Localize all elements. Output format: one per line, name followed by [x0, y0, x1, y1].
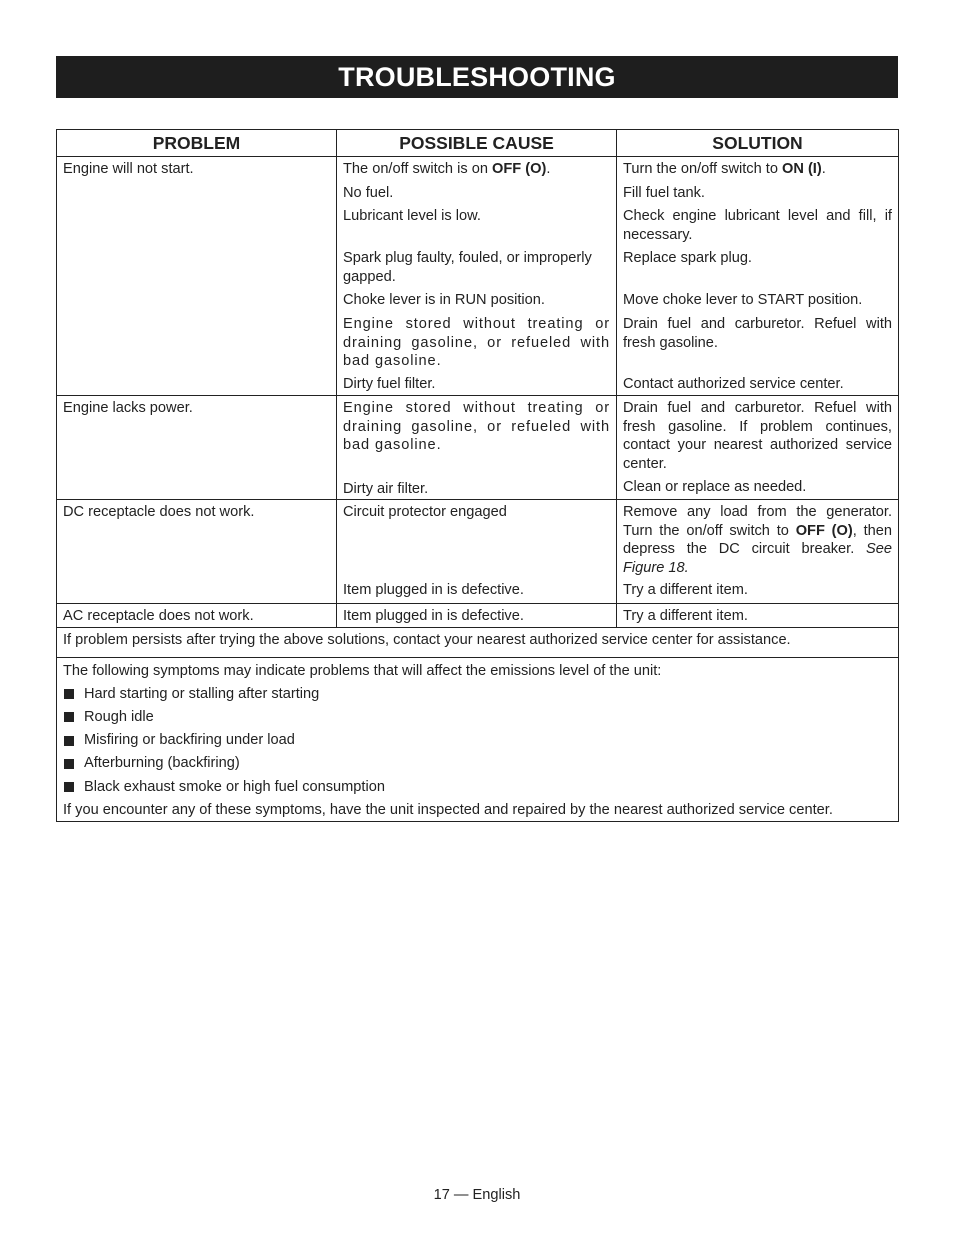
cause-cell: [337, 604, 617, 628]
solution-item: Check engine lubricant level and fill, if necessary.: [623, 208, 892, 243]
solution-item: Move choke lever to START position.: [623, 292, 863, 308]
solution-cell: [617, 396, 899, 500]
list-item: Afterburning (backfiring): [63, 754, 892, 773]
solution-cell: [617, 604, 899, 628]
solution-cell: [617, 157, 899, 396]
emissions-intro: The following symptoms may indicate problems that will affect the emissions level of the unit:: [63, 662, 662, 679]
header-solution: SOLUTION: [617, 130, 899, 157]
cause-item: Lubricant level is low.: [343, 208, 481, 224]
header-possible-cause: POSSIBLE CAUSE: [337, 130, 617, 157]
problem-cell: [57, 157, 337, 396]
cause-item: Engine stored without treating or draining gasoline, or refueled with bad gasoline.: [343, 316, 610, 369]
cause-item: Item plugged in is defective.: [343, 608, 524, 624]
solution-cell: [617, 500, 899, 604]
problem-cell: [57, 604, 337, 628]
cause-item: Item plugged in is defective.: [343, 582, 524, 598]
emissions-closing: If you encounter any of these symptoms, have the unit inspected and repaired by the nearest authorized service center.: [63, 801, 833, 818]
emissions-cell: [57, 657, 899, 822]
solution-item: Try a different item.: [623, 582, 748, 598]
list-item: Hard starting or stalling after starting: [63, 685, 892, 704]
solution-item: Remove any load from the generator. Turn the on/off switch to OFF (O), then depress the DC circuit breaker. See Figure 18.: [623, 504, 892, 576]
persist-note-cell: [57, 628, 899, 658]
problem-text: AC receptacle does not work.: [63, 608, 254, 624]
cause-item: Circuit protector engaged: [343, 504, 507, 520]
cause-item: Engine stored without treating or draining gasoline, or refueled with bad gasoline.: [343, 400, 610, 453]
list-item: Black exhaust smoke or high fuel consumption: [63, 778, 892, 797]
solution-item: Turn the on/off switch to ON (I).: [623, 161, 826, 177]
list-item: Misfiring or backfiring under load: [63, 731, 892, 750]
table-header-row: [57, 130, 899, 157]
cause-item: No fuel.: [343, 185, 394, 201]
cause-item: The on/off switch is on OFF (O).: [343, 161, 551, 177]
symptom-list: [63, 685, 892, 797]
cause-cell: [337, 396, 617, 500]
table-row: [57, 396, 899, 500]
problem-text: Engine lacks power.: [63, 400, 193, 416]
problem-cell: [57, 396, 337, 500]
problem-text: DC receptacle does not work.: [63, 504, 255, 520]
solution-item: Drain fuel and carburetor. Refuel with fresh gasoline.: [623, 316, 892, 351]
problem-cell: [57, 500, 337, 604]
solution-item: Try a different item.: [623, 608, 748, 624]
cause-cell: [337, 157, 617, 396]
cause-item: Dirty air filter.: [343, 481, 429, 497]
solution-item: Contact authorized service center.: [623, 376, 844, 392]
problem-text: Engine will not start.: [63, 161, 194, 177]
cause-item: Spark plug faulty, fouled, or improperly gapped.: [343, 250, 592, 285]
solution-item: Fill fuel tank.: [623, 185, 705, 201]
solution-item: Replace spark plug.: [623, 250, 752, 266]
solution-item: Clean or replace as needed.: [623, 479, 807, 495]
header-problem: PROBLEM: [57, 130, 337, 157]
table-row: [57, 604, 899, 628]
page-footer: 17 — English: [433, 1187, 521, 1203]
cause-item: Dirty fuel filter.: [343, 376, 436, 392]
table-row: [57, 157, 899, 396]
cause-cell: [337, 500, 617, 604]
table-row: [57, 628, 899, 658]
page-title: TROUBLESHOOTING: [56, 56, 898, 98]
table-row: [57, 500, 899, 604]
cause-item: Choke lever is in RUN position.: [343, 292, 545, 308]
list-item: Rough idle: [63, 708, 892, 727]
persist-note: If problem persists after trying the above solutions, contact your nearest authorized service center for assistance.: [63, 632, 791, 648]
table-row: [57, 657, 899, 822]
troubleshooting-table: [56, 129, 899, 822]
solution-item: Drain fuel and carburetor. Refuel with fresh gasoline. If problem continues, contact your nearest authorized service center.: [623, 400, 892, 472]
